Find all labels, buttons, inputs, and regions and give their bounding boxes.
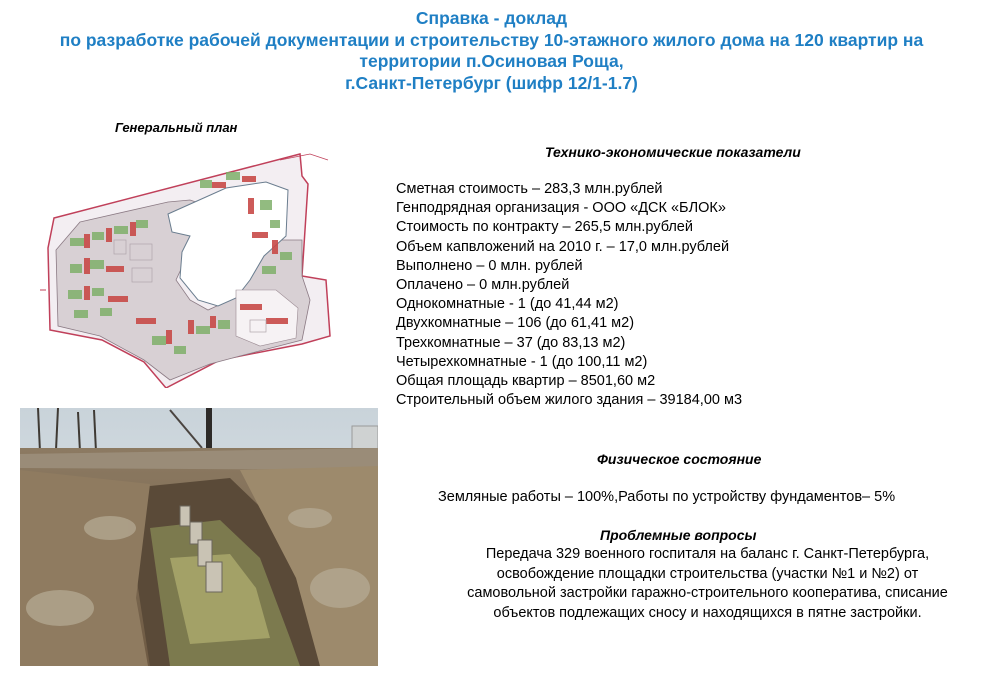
tep-item: Оплачено – 0 млн.рублей — [396, 277, 570, 294]
title-line-2: по разработке рабочей документации и строительству 10-этажного жилого дома на 120 квартир на — [59, 29, 924, 50]
construction-site-photo — [20, 408, 378, 666]
tep-item: Четырехкомнатные - 1 (до 100,11 м2) — [396, 353, 648, 370]
title-line-1: Справка - доклад — [415, 8, 568, 28]
tep-item: Сметная стоимость – 283,3 млн.рублей — [396, 181, 663, 197]
title-line-4: г.Санкт-Петербург (шифр 12/1-1.7) — [345, 72, 638, 93]
title-line-3: территории п.Осиновая Роща, — [359, 51, 624, 71]
physical-heading: Физическое состояние — [597, 451, 762, 467]
tep-item: Однокомнатные - 1 (до 41,44 м2) — [396, 296, 619, 313]
tep-item: Общая площадь квартир – 8501,60 м2 — [396, 373, 656, 390]
site-plan-image — [40, 140, 332, 388]
problem-line: самовольной застройки гаражно-строительного кооператива, списание — [467, 585, 948, 602]
tep-item: Строительный объем жилого здания – 39184,00 м3 — [396, 392, 743, 409]
tep-heading: Технико-экономические показатели — [545, 144, 801, 160]
problem-line: Передача 329 военного госпиталя на баланс г. Санкт-Петербурга, — [485, 546, 930, 562]
physical-status-text: Земляные работы – 100%,Работы по устройству фундаментов– 5% — [438, 489, 896, 505]
tep-item: Выполнено – 0 млн. рублей — [396, 257, 583, 274]
tep-item: Трехкомнатные – 37 (до 83,13 м2) — [396, 334, 626, 351]
document-title — [0, 8, 983, 94]
tep-list — [396, 180, 742, 410]
plan-caption: Генеральный план — [115, 120, 238, 135]
tep-item: Объем капвложений на 2010 г. – 17,0 млн.рублей — [396, 238, 730, 255]
problem-line: освобождение площадки строительства (участки №1 и №2) от — [496, 565, 919, 582]
tep-item: Генподрядная организация - ООО «ДСК «БЛОК» — [396, 200, 726, 217]
tep-item: Стоимость по контракту – 265,5 млн.рублей — [396, 219, 693, 236]
problems-text — [430, 545, 983, 623]
tep-item: Двухкомнатные – 106 (до 61,41 м2) — [396, 315, 635, 332]
problem-line: объектов подлежащих сносу и находящихся в пятне застройки. — [493, 604, 922, 621]
problems-heading: Проблемные вопросы — [600, 527, 757, 543]
